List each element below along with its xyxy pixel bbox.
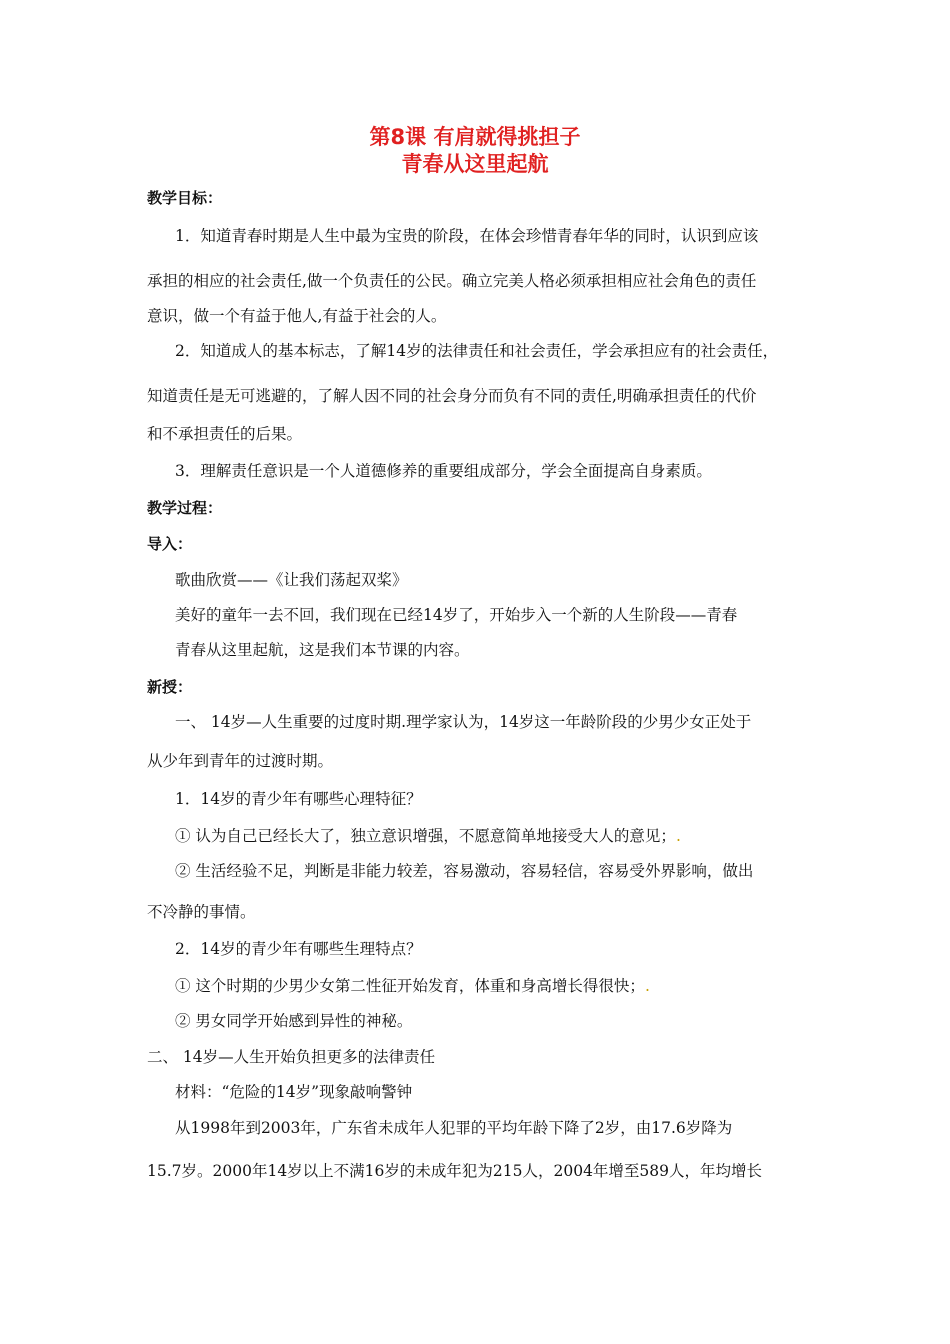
intro-text-1: 美好的童年一去不回，我们现在已经14岁了，开始步入一个新的人生阶段——青春: [175, 606, 738, 624]
point-1-line-1: 一、 14岁—人生重要的过度时期.理学家认为，14岁这一年龄阶段的少男少女正处于: [175, 713, 752, 731]
physio-item-2: ② 男女同学开始感到异性的神秘。: [175, 1012, 413, 1030]
goal-3-line-1: 3．理解责任意识是一个人道德修养的重要组成部分，学会全面提高自身素质。: [175, 462, 712, 480]
physio-question: 2．14岁的青少年有哪些生理特点？: [175, 940, 422, 958]
material-title: 材料：“危险的14岁”现象敲响警钟: [175, 1083, 413, 1101]
goal-1-line-1: 1．知道青春时期是人生中最为宝贵的阶段，在体会珍惜青春年华的同时，认识到应该: [175, 227, 759, 245]
psych-question: 1．14岁的青少年有哪些心理特征？: [175, 790, 422, 808]
goal-1-line-3: 意识，做一个有益于他人,有益于社会的人。: [147, 307, 447, 325]
psych-item-2-line-2: 不冷静的事情。: [147, 903, 256, 921]
new-lesson-heading: 新授：: [147, 678, 193, 696]
psych-item-1: [175, 825, 681, 847]
goal-2-line-1: 2．知道成人的基本标志，了解14岁的法律责任和社会责任，学会承担应有的社会责任，: [175, 342, 779, 360]
dot-mark: .: [675, 827, 681, 845]
goal-1-line-2: 承担的相应的社会责任,做一个负责任的公民。确立完美人格必须承担相应社会角色的责任: [147, 272, 757, 290]
point-2-heading: 二、 14岁—人生开始负担更多的法律责任: [147, 1048, 436, 1066]
material-line-1: 从1998年到2003年，广东省未成年人犯罪的平均年龄下降了2岁，由17.6岁降为: [175, 1119, 733, 1137]
psych-item-1-text: ① 认为自己已经长大了，独立意识增强，不愿意简单地接受大人的意见；: [175, 827, 676, 845]
dot-mark: .: [644, 977, 650, 995]
point-1-line-2: 从少年到青年的过渡时期。: [147, 752, 334, 770]
intro-heading: 导入：: [147, 535, 193, 553]
lesson-title: 第8课 有肩就得挑担子: [369, 125, 581, 149]
intro-song: 歌曲欣赏——《让我们荡起双桨》: [175, 571, 408, 589]
physio-item-1-text: ① 这个时期的少男少女第二性征开始发育，体重和身高增长得很快；: [175, 977, 645, 995]
goal-2-line-2: 知道责任是无可逃避的，了解人因不同的社会身分而负有不同的责任,明确承担责任的代价: [147, 387, 757, 405]
psych-item-2-line-1: ② 生活经验不足，判断是非能力较差，容易激动，容易轻信，容易受外界影响，做出: [175, 862, 754, 880]
intro-text-2: 青春从这里起航，这是我们本节课的内容。: [175, 641, 470, 659]
process-heading: 教学过程：: [147, 499, 223, 517]
physio-item-1: [175, 975, 650, 997]
material-line-2: 15.7岁。2000年14岁以上不满16岁的未成年犯为215人，2004年增至589人，年均增长: [147, 1162, 763, 1180]
goal-2-line-3: 和不承担责任的后果。: [147, 425, 303, 443]
goals-heading: 教学目标：: [147, 189, 223, 207]
lesson-subtitle: 青春从这里起航: [401, 152, 549, 176]
